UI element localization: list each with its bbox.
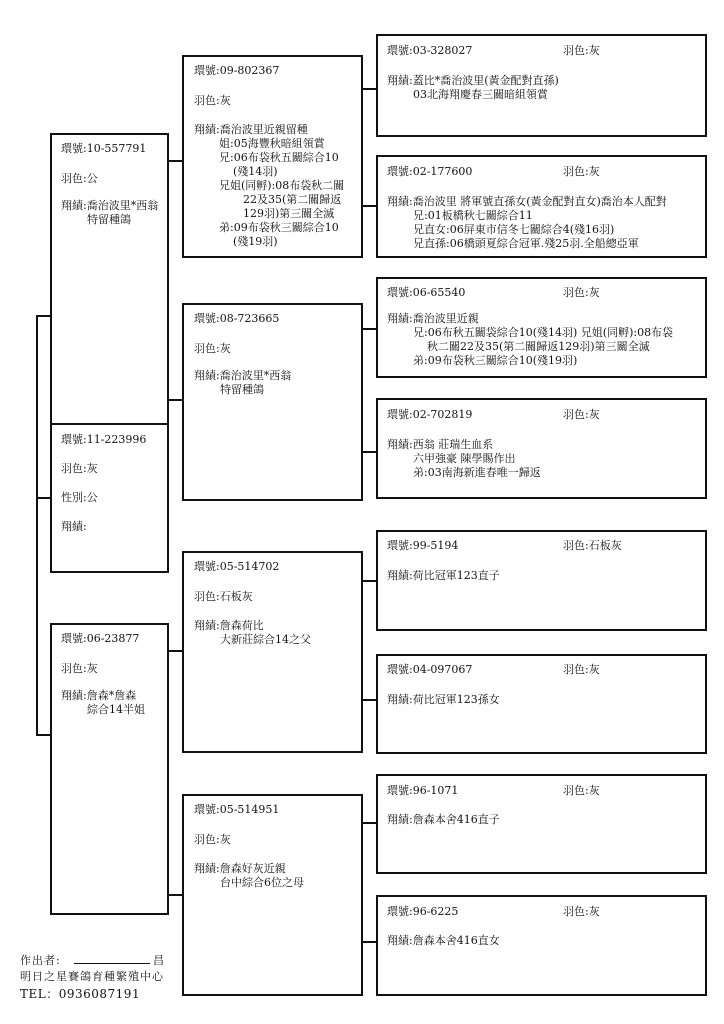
race-record: 特留種鴿 [87, 213, 131, 226]
race-record: 弟:09布袋秋三關綜合10 [219, 221, 339, 234]
race-record: 台中綜合6位之母 [220, 876, 304, 889]
pedigree-card-grandsire [182, 55, 363, 258]
ring-number: 環號:10-557791 [61, 142, 147, 155]
feather-color: 羽色:灰 [563, 44, 600, 57]
bracket-line [361, 88, 376, 90]
race-record: 弟:09布袋秋三關綜合10(殘19羽) [413, 354, 578, 367]
race-record: 兄姐(同孵):08布袋秋二關 [219, 179, 345, 192]
ring-number: 環號:09-802367 [194, 64, 280, 77]
ring-number: 環號:04-097067 [387, 663, 473, 676]
bracket-line [167, 894, 182, 896]
feather-color: 羽色:灰 [563, 905, 600, 918]
race-record: 翔績:詹森本舍416直女 [387, 934, 500, 947]
race-record: 翔績: [61, 520, 87, 533]
race-record: 翔績:詹森本舍416直子 [387, 813, 500, 826]
race-record: 22及35(第二關歸返 [243, 193, 342, 206]
feather-color: 羽色:石板灰 [194, 590, 253, 603]
race-record: (殘19羽) [233, 235, 278, 248]
bracket-line [361, 822, 376, 824]
bracket-line [361, 451, 376, 453]
bracket-line [167, 160, 182, 162]
breeding-center-name: 明日之星賽鴿育種繁殖中心 [20, 970, 164, 983]
race-record: 六甲強豪 陳學賜作出 [413, 452, 516, 465]
race-record: 兄:06布袋秋五關綜合10 [219, 151, 339, 164]
author-label: 作出者: [20, 954, 61, 967]
feather-color: 羽色:石板灰 [563, 539, 622, 552]
bracket-line [361, 699, 376, 701]
bracket-line [361, 580, 376, 582]
feather-color: 羽色:灰 [194, 94, 231, 107]
race-record: 翔績:喬治波里*西翁 [61, 199, 159, 212]
race-record: 兄直女:06屏東市信冬七關綜合4(殘16羽) [413, 223, 615, 236]
race-record: 翔績:詹森*詹森 [61, 689, 137, 702]
ring-number: 環號:96-1071 [387, 784, 459, 797]
feather-color: 羽色:灰 [563, 408, 600, 421]
bracket-line [36, 315, 50, 317]
race-record: 姐:05海豐秋暗組領賞 [219, 137, 325, 150]
pedigree-card-great-grandparent [376, 774, 707, 874]
author-name-line [74, 963, 150, 964]
pedigree-card-granddam [182, 303, 363, 501]
race-record: 秋二關22及35(第二關歸返129羽)第三關全滅 [427, 340, 650, 353]
race-record: 翔績:喬治波里 將軍號直孫女(黃金配對直女)喬治本人配對 [387, 195, 667, 208]
bracket-line [167, 650, 182, 652]
telephone: TEL：0936087191 [20, 987, 141, 1001]
ring-number: 環號:96-6225 [387, 905, 459, 918]
feather-color: 羽色:灰 [61, 462, 98, 475]
race-record: 翔績:詹森好灰近親 [194, 862, 286, 875]
race-record: 兄:06布秋五關袋綜合10(殘14羽) 兄姐(同孵):08布袋 [413, 326, 674, 339]
bracket-line [36, 734, 50, 736]
bracket-line [361, 328, 376, 330]
race-record: (殘14羽) [233, 165, 278, 178]
feather-color: 羽色:公 [61, 172, 98, 185]
race-record: 03北海翔慶春三關暗組領賞 [413, 88, 548, 101]
bracket-line [36, 497, 50, 499]
feather-color: 羽色:灰 [563, 165, 600, 178]
pedigree-card-great-grandparent [376, 654, 707, 754]
race-record: 翔績:喬治波里近親 [387, 312, 479, 325]
pedigree-card-grandsire [182, 551, 363, 753]
race-record: 翔績:西翁 莊瑞生血系 [387, 438, 494, 451]
ring-number: 環號:02-177600 [387, 165, 473, 178]
ring-number: 環號:02-702819 [387, 408, 473, 421]
race-record: 翔績:荷比冠軍123直子 [387, 569, 500, 582]
feather-color: 羽色:灰 [194, 833, 231, 846]
race-record: 兄直孫:06橋頭夏綜合冠軍.殘25羽.全船總亞軍 [413, 237, 639, 250]
ring-number: 環號:08-723665 [194, 312, 280, 325]
pedigree-card-subject [50, 423, 169, 573]
race-record: 兄:01板橋秋七關綜合11 [413, 209, 533, 222]
race-record: 129羽)第三關全滅 [243, 207, 335, 220]
bracket-line [167, 399, 182, 401]
pedigree-card-great-grandparent [376, 398, 707, 499]
feather-color: 羽色:灰 [194, 342, 231, 355]
race-record: 翔績:喬治波里*西翁 [194, 369, 292, 382]
race-record: 綜合14半姐 [87, 703, 145, 716]
race-record: 弟:03南海新進春唯一歸返 [413, 466, 541, 479]
bracket-line [361, 941, 376, 943]
race-record: 翔績:荷比冠軍123孫女 [387, 693, 500, 706]
bracket-line [361, 205, 376, 207]
feather-color: 羽色:灰 [563, 286, 600, 299]
race-record: 翔績:喬治波里近親留種 [194, 123, 308, 136]
pedigree-card-great-grandparent [376, 895, 707, 996]
ring-number: 環號:99-5194 [387, 539, 459, 552]
ring-number: 環號:03-328027 [387, 44, 473, 57]
ring-number: 環號:06-23877 [61, 632, 140, 645]
race-record: 翔績:蓋比*喬治波里(黃金配對直孫) [387, 74, 559, 87]
sex: 性別:公 [61, 491, 98, 504]
ring-number: 環號:05-514702 [194, 560, 280, 573]
ring-number: 環號:06-65540 [387, 286, 466, 299]
ring-number: 環號:05-514951 [194, 803, 280, 816]
feather-color: 羽色:灰 [61, 662, 98, 675]
pedigree-card-granddam [182, 794, 363, 996]
ring-number: 環號:11-223996 [61, 433, 147, 446]
bracket-line [36, 315, 38, 735]
race-record: 翔績:詹森荷比 [194, 619, 264, 632]
race-record: 大新莊綜合14之父 [220, 633, 311, 646]
race-record: 特留種鴿 [220, 383, 264, 396]
pedigree-card-great-grandparent [376, 155, 707, 258]
pedigree-card-great-grandparent [376, 530, 707, 631]
pedigree-card-great-grandparent [376, 34, 707, 137]
feather-color: 羽色:灰 [563, 663, 600, 676]
feather-color: 羽色:灰 [563, 784, 600, 797]
author-suffix: 昌 [153, 954, 165, 967]
pedigree-card-great-grandparent [376, 277, 707, 378]
pedigree-card-dam [50, 623, 169, 915]
